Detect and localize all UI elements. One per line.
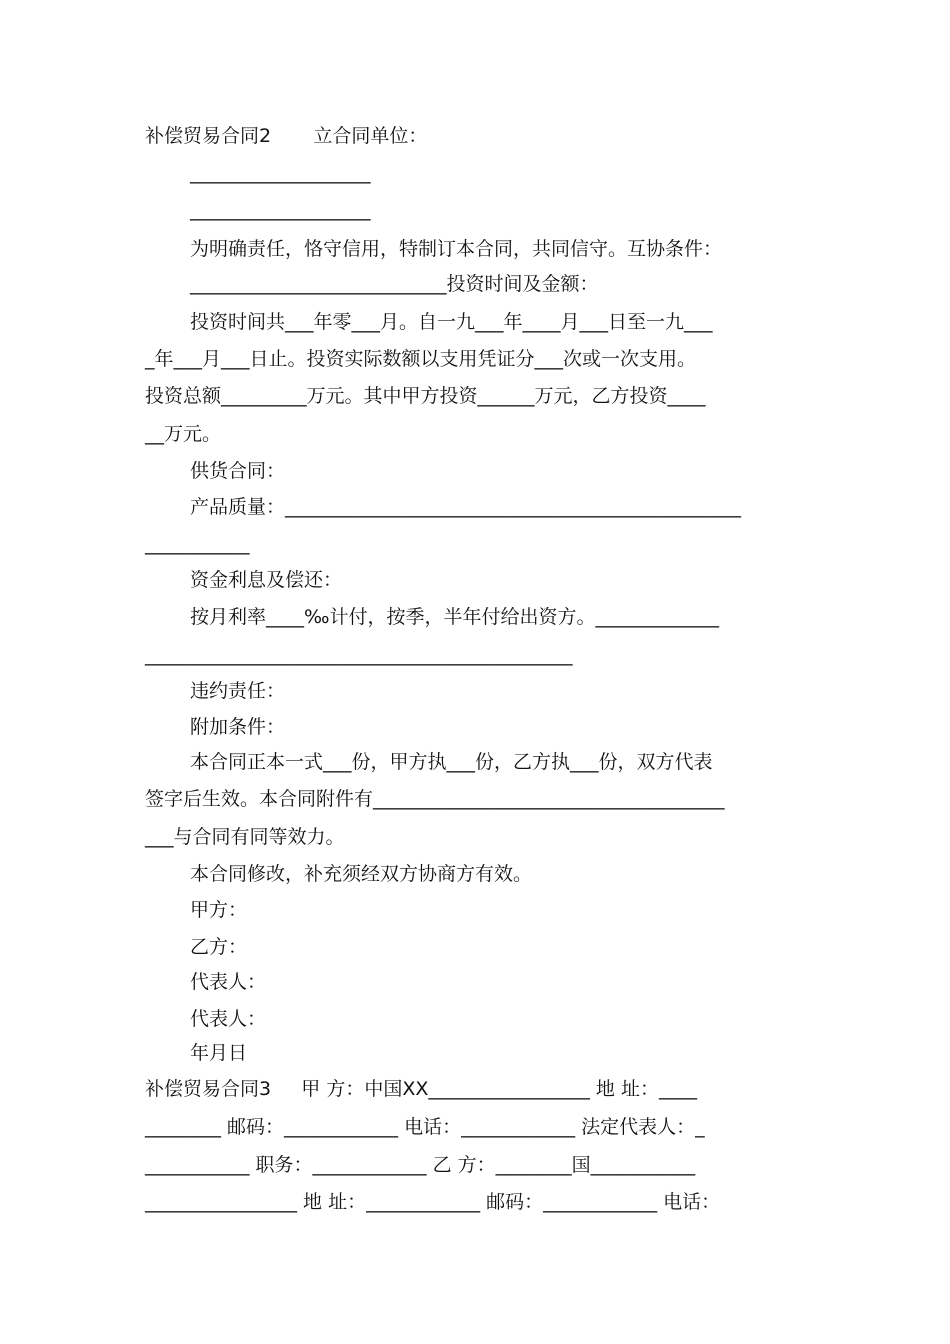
doc-line: 乙方： (190, 936, 248, 958)
doc-line: ___________ (145, 533, 250, 555)
doc-line: ___与合同有同等效力。 (145, 826, 345, 848)
doc-line: 补偿贸易合同2 立合同单位： (145, 125, 428, 147)
doc-line: ___________________ (190, 162, 371, 184)
doc-line: 补偿贸易合同3 甲 方：中国XX_________________ 地 址：____ (145, 1078, 697, 1100)
doc-line: ___________________________投资时间及金额： (190, 273, 599, 295)
doc-line: 年月日 (190, 1042, 248, 1064)
doc-line: 本合同修改，补充须经双方协商方有效。 (190, 863, 533, 885)
doc-line: 投资时间共___年零___月。自一九___年____月___日至一九___ (190, 311, 713, 333)
doc-line: 产品质量：________________________________________________ (190, 496, 742, 518)
doc-line: 资金利息及偿还： (190, 569, 343, 591)
doc-line: 本合同正本一式___份，甲方执___份，乙方执___份，双方代表 (190, 751, 713, 773)
doc-line: 代表人： (190, 971, 267, 993)
doc-line: 违约责任： (190, 680, 286, 702)
doc-line: ___________________ (190, 199, 371, 221)
doc-line: 为明确责任，恪守信用，特制订本合同，共同信守。互协条件： (190, 238, 723, 260)
doc-line: _年___月___日止。投资实际数额以支用凭证分___次或一次支用。 (145, 348, 697, 370)
doc-line: 附加条件： (190, 716, 286, 738)
doc-line: 供货合同： (190, 460, 286, 482)
doc-line: 签字后生效。本合同附件有_____________________________________ (145, 788, 725, 810)
doc-line: 投资总额_________万元。其中甲方投资______万元，乙方投资____ (145, 385, 706, 407)
doc-line: ________________ 地 址：____________ 邮码：____________ 电话： (145, 1191, 721, 1213)
doc-line: 按月利率____‰计付，按季，半年付给出资方。_____________ (190, 606, 719, 628)
doc-line: 甲方： (190, 899, 248, 921)
doc-line: 代表人： (190, 1008, 267, 1030)
doc-line: __万元。 (145, 423, 222, 445)
doc-line: ________ 邮码：____________ 电话：____________ 法定代表人：_ (145, 1116, 705, 1138)
doc-line: ___________ 职务：____________ 乙 方：________国___________ (145, 1154, 696, 1176)
doc-line: _____________________________________________ (145, 644, 573, 666)
